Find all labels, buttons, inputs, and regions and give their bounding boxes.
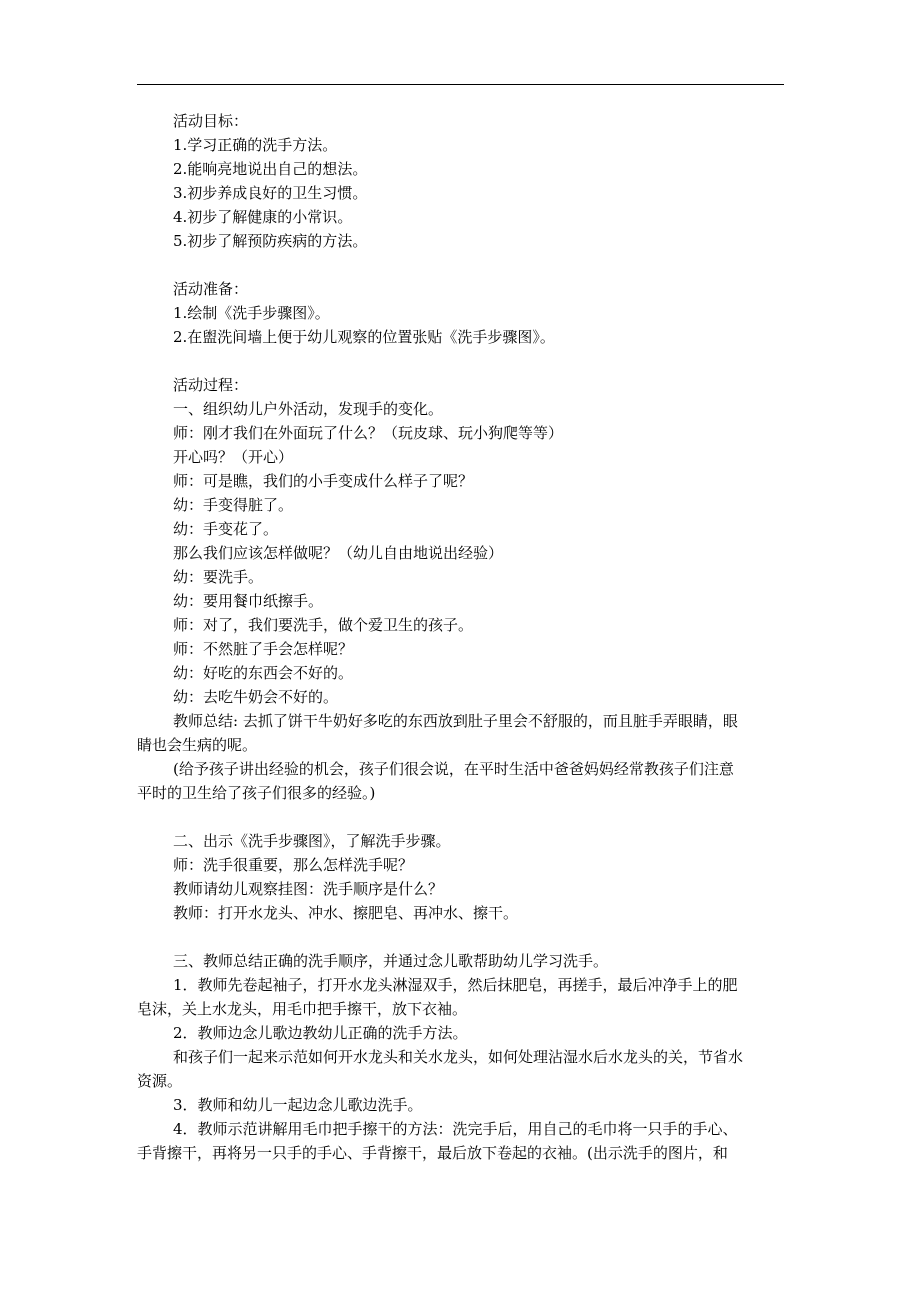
paragraph-first-line: 4．教师示范讲解用毛巾把手擦干的方法：洗完手后，用自己的毛巾将一只手的手心、 (173, 1120, 738, 1138)
demo-paragraph (137, 1045, 785, 1093)
process-line: 幼：好吃的东西会不好的。 (173, 664, 354, 682)
process-line: 师：刚才我们在外面玩了什么？（玩皮球、玩小狗爬等等） (173, 424, 564, 442)
step-four-paragraph (137, 1117, 785, 1165)
note-paragraph (137, 757, 785, 805)
paragraph-continuation: 资源。 (137, 1072, 183, 1090)
paragraph-continuation: 手背擦干，再将另一只手的手心、手背擦干，最后放下卷起的衣袖。(出示洗手的图片，和 (137, 1144, 728, 1162)
process-line: 师：不然脏了手会怎样呢？ (173, 640, 354, 658)
process-line: 开心吗？（开心） (173, 448, 294, 466)
process-line: 一、组织幼儿户外活动，发现手的变化。 (173, 400, 444, 418)
goal-item: 4.初步了解健康的小常识。 (173, 208, 353, 226)
process-line: 幼：手变花了。 (173, 520, 279, 538)
preparation-item: 2.在盥洗间墙上便于幼儿观察的位置张贴《洗手步骤图》。 (173, 328, 555, 346)
goal-item: 3.初步养成良好的卫生习惯。 (173, 184, 368, 202)
paragraph-first-line: 和孩子们一起来示范如何开水龙头和关水龙头，如何处理沾湿水后水龙头的关，节省水 (173, 1048, 744, 1066)
process-line: 师：对了，我们要洗手，做个爱卫生的孩子。 (173, 616, 474, 634)
paragraph-first-line: (给予孩子讲出经验的机会，孩子们很会说，在平时生活中爸爸妈妈经常教孩子们注意 (173, 760, 734, 778)
goal-item: 5.初步了解预防疾病的方法。 (173, 232, 368, 250)
process-line: 教师请幼儿观察挂图：洗手顺序是什么？ (173, 880, 444, 898)
process-line: 幼：要洗手。 (173, 568, 264, 586)
spacer (173, 253, 785, 277)
spacer (173, 805, 785, 829)
teacher-summary-paragraph (137, 709, 785, 757)
section-two-heading: 二、出示《洗手步骤图》，了解洗手步骤。 (173, 832, 451, 850)
process-line: 那么我们应该怎样做呢？（幼儿自由地说出经验） (173, 544, 504, 562)
paragraph-first-line: 1．教师先卷起袖子，打开水龙头淋湿双手，然后抹肥皂，再搓手，最后冲净手上的肥 (173, 976, 738, 994)
paragraph-continuation: 平时的卫生给了孩子们很多的经验。) (137, 784, 376, 802)
section-three-heading: 三、教师总结正确的洗手顺序，并通过念儿歌帮助幼儿学习洗手。 (173, 952, 609, 970)
paragraph-first-line: 教师总结: 去抓了饼干牛奶好多吃的东西放到肚子里会不舒服的，而且脏手弄眼睛，眼 (173, 712, 738, 730)
goal-item: 1.学习正确的洗手方法。 (173, 136, 338, 154)
process-line: 师：洗手很重要，那么怎样洗手呢？ (173, 856, 414, 874)
goals-heading: 活动目标： (173, 112, 249, 130)
goal-item: 2.能响亮地说出自己的想法。 (173, 160, 368, 178)
step-one-paragraph (137, 973, 785, 1021)
process-line: 教师：打开水龙头、冲水、擦肥皂、再冲水、擦干。 (173, 904, 519, 922)
process-line: 幼：手变得脏了。 (173, 496, 294, 514)
process-line: 幼：要用餐巾纸擦手。 (173, 592, 324, 610)
header-rule (137, 84, 784, 85)
paragraph-continuation: 睛也会生病的呢。 (137, 736, 258, 754)
process-heading: 活动过程： (173, 376, 249, 394)
spacer (173, 925, 785, 949)
step-three-line: 3．教师和幼儿一起边念儿歌边洗手。 (173, 1096, 423, 1114)
document-body (137, 109, 785, 1165)
process-line: 幼：去吃牛奶会不好的。 (173, 688, 339, 706)
paragraph-continuation: 皂沫，关上水龙头，用毛巾把手擦干，放下衣袖。 (137, 1000, 468, 1018)
process-line: 师：可是瞧，我们的小手变成什么样子了呢？ (173, 472, 474, 490)
preparation-heading: 活动准备： (173, 280, 249, 298)
step-two-line: 2．教师边念儿歌边教幼儿正确的洗手方法。 (173, 1024, 468, 1042)
preparation-item: 1.绘制《洗手步骤图》。 (173, 304, 330, 322)
spacer (173, 349, 785, 373)
